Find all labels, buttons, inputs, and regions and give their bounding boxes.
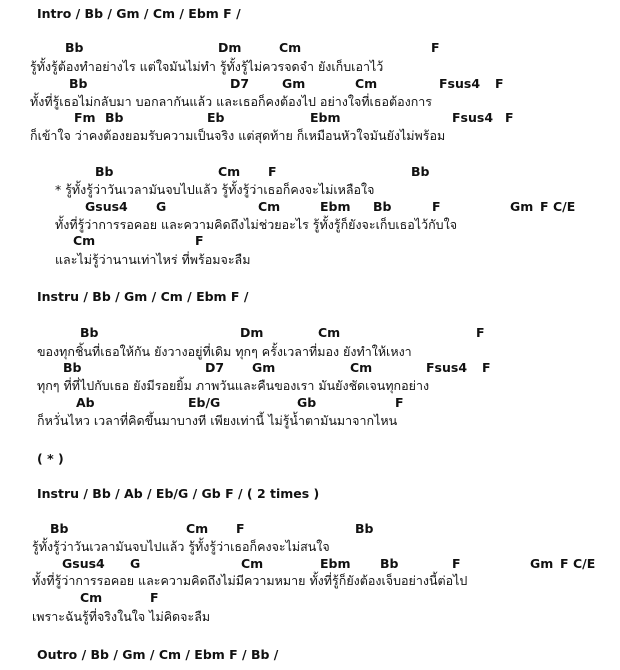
lyric-line: * รู้ทั้งรู้ว่าวันเวลามันจบไปแล้ว รู้ทั้งรู้ว่าเธอก็คงจะไม่เหลือใจ	[55, 182, 375, 197]
chord: Cm	[318, 325, 341, 340]
chord: Bb	[373, 199, 392, 214]
chord: Gm	[510, 199, 534, 214]
chord: Bb	[355, 521, 374, 536]
chord: Gm	[252, 360, 276, 375]
lyric-line: ของทุกชิ้นที่เธอให้กัน ยังวางอยู่ที่เดิม ทุกๆ ครั้งเวลาที่มอง ยังทำให้เหงา	[37, 344, 412, 359]
chord: F	[452, 556, 461, 571]
chord: Fsus4	[452, 110, 494, 125]
chord: Cm	[73, 233, 96, 248]
chord: Eb	[207, 110, 225, 125]
chord: Gsus4	[85, 199, 128, 214]
lyric-line: ก็หวั่นไหว เวลาที่คิดขึ้นมาบางที เพียงเท่านี้ ไม่รู้น้ำตามันมาจากไหน	[37, 413, 398, 428]
chord: F	[195, 233, 204, 248]
lyric-line: รู้ทั้งรู้ว่าวันเวลามันจบไปแล้ว รู้ทั้งรู้ว่าเธอก็คงจะไม่สนใจ	[32, 539, 330, 554]
chord: Fsus4	[439, 76, 481, 91]
chord: Cm	[218, 164, 241, 179]
chord: Bb	[65, 40, 84, 55]
chord: F	[495, 76, 504, 91]
chord: Cm	[80, 590, 103, 605]
chord: F	[268, 164, 277, 179]
chord: D7	[205, 360, 225, 375]
chord: Fm	[74, 110, 96, 125]
chord: F	[476, 325, 485, 340]
chord: Cm	[355, 76, 378, 91]
lyric-line: ทั้งที่รู้ว่าการรอคอย และความคิดถึงไม่ช่วยอะไร รู้ทั้งรู้ก็ยังจะเก็บเธอไว้กับใจ	[55, 217, 458, 232]
chord: Bb	[411, 164, 430, 179]
chord: F	[150, 590, 159, 605]
chord: Bb	[80, 325, 99, 340]
chord: G	[156, 199, 167, 214]
chord: Gb	[297, 395, 317, 410]
chord: C/E	[573, 556, 596, 571]
chord: Ebm	[320, 556, 351, 571]
lyric-line: ทั้งที่รู้ว่าการรอคอย และความคิดถึงไม่มีความหมาย ทั้งที่รู้ก็ยังต้องเจ็บอย่างนี้ต่อไป	[32, 573, 468, 588]
chord: Eb/G	[188, 395, 221, 410]
instru-line: Instru / Bb / Ab / Eb/G / Gb F / ( 2 times )	[37, 486, 320, 501]
lyric-line: ทุกๆ ที่ที่ไปกับเธอ ยังมีรอยยิ้ม ภาพวันและคืนของเรา มันยังชัดเจนทุกอย่าง	[37, 378, 430, 393]
chord: Bb	[50, 521, 69, 536]
chord: F	[560, 556, 569, 571]
chord: F	[395, 395, 404, 410]
chord: Fsus4	[426, 360, 468, 375]
chord: Dm	[240, 325, 264, 340]
chord: F	[540, 199, 549, 214]
chord: F	[432, 199, 441, 214]
outro-line: Outro / Bb / Gm / Cm / Ebm F / Bb /	[37, 647, 279, 662]
chord: G	[130, 556, 141, 571]
chord: C/E	[553, 199, 576, 214]
chord: Bb	[63, 360, 82, 375]
chord: Bb	[95, 164, 114, 179]
chord: Cm	[241, 556, 264, 571]
chord: Cm	[186, 521, 209, 536]
chord: Bb	[69, 76, 88, 91]
instru-line: Instru / Bb / Gm / Cm / Ebm F /	[37, 289, 249, 304]
chord: Ab	[76, 395, 95, 410]
lyric-line: เพราะฉันรู้ที่จริงในใจ ไม่คิดจะลืม	[32, 609, 211, 624]
lyric-line: และไม่รู้ว่านานเท่าไหร่ ที่พร้อมจะลืม	[55, 252, 251, 267]
chord: F	[236, 521, 245, 536]
intro-line: Intro / Bb / Gm / Cm / Ebm F /	[37, 6, 241, 21]
chord: Gsus4	[62, 556, 105, 571]
chord: Bb	[380, 556, 399, 571]
lyric-line: ทั้งที่รู้เธอไม่กลับมา บอกลากันแล้ว และเธอก็คงต้องไป อย่างใจที่เธอต้องการ	[30, 94, 432, 109]
chord: Dm	[218, 40, 242, 55]
chord: Ebm	[320, 199, 351, 214]
chord: Cm	[279, 40, 302, 55]
chorus-repeat-marker: ( * )	[37, 451, 64, 466]
chord: Gm	[282, 76, 306, 91]
chord: Cm	[258, 199, 281, 214]
lyric-line: รู้ทั้งรู้ต้องทำอย่างไร แต่ใจมันไม่ทำ รู้ทั้งรู้ไม่ควรจดจำ ยังเก็บเอาไว้	[30, 59, 384, 74]
chord: Cm	[350, 360, 373, 375]
chord: D7	[230, 76, 250, 91]
lyric-line: ก็เข้าใจ ว่าคงต้องยอมรับความเป็นจริง แต่สุดท้าย ก็เหมือนหัวใจมันยังไม่พร้อม	[30, 128, 446, 143]
chord: F	[482, 360, 491, 375]
chord: Ebm	[310, 110, 341, 125]
chord: F	[505, 110, 514, 125]
chord: Gm	[530, 556, 554, 571]
chord: Bb	[105, 110, 124, 125]
chord: F	[431, 40, 440, 55]
